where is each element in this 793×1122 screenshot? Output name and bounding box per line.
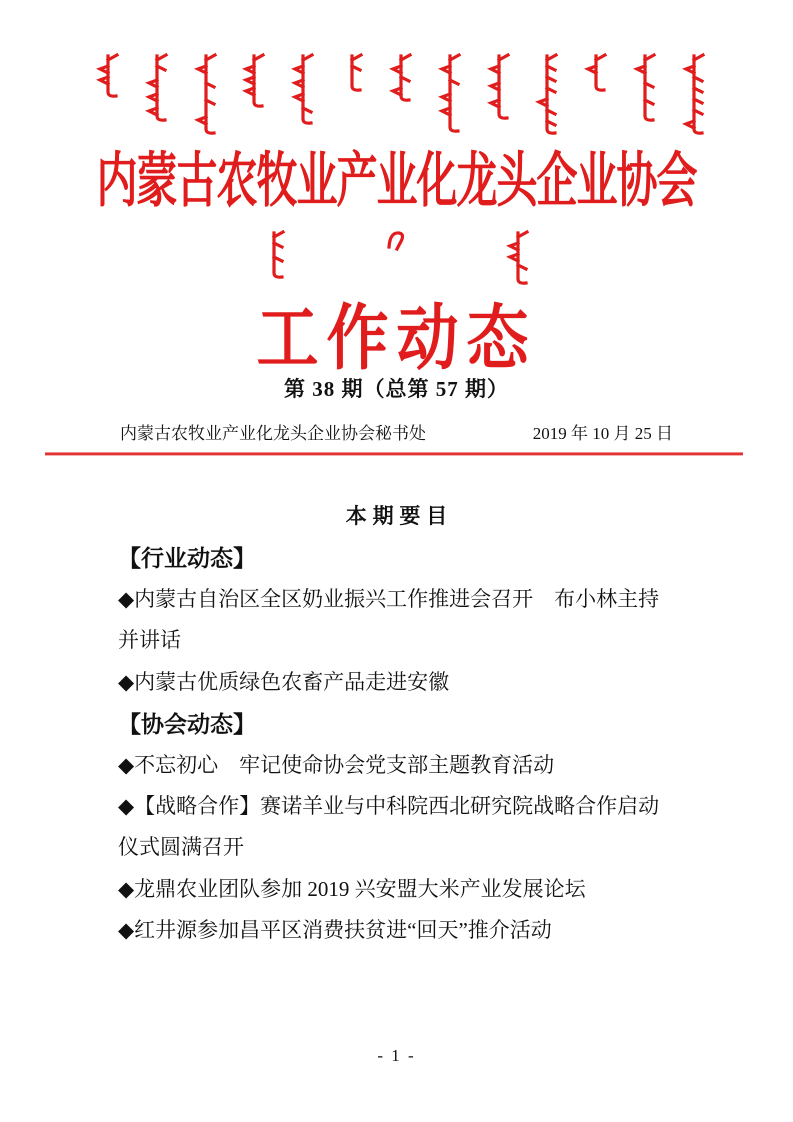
mongolian-word-icon [487,52,513,122]
masthead-divider-rule [45,452,743,456]
bulletin-title: 工作动态 [256,300,537,379]
mongolian-word-icon [291,52,317,127]
mongolian-word-icon [506,229,532,287]
toc-entry: ◆内蒙古优质绿色农畜产品走进安徽 [118,669,450,694]
mongolian-script-mid-row [0,229,793,287]
issue-number: 第 38 期（总第 57 期） [284,377,509,401]
page-number: - 1 - [377,1046,416,1065]
publisher-name: 内蒙古农牧业产业化龙头企业协会秘书处 [120,424,426,443]
mongolian-word-icon [389,52,415,104]
mongolian-word-icon [96,52,122,100]
toc-list [118,536,680,950]
toc-section-heading: 【协会动态】 [118,710,256,737]
mongolian-word-icon [633,52,659,124]
mongolian-script-top-row [96,52,708,137]
mongolian-word-icon [194,52,220,137]
toc-section-heading: 【行业动态】 [118,545,256,572]
toc-entry: ◆【战略合作】赛诺羊业与中科院西北研究院战略合作启动 [118,794,660,819]
toc-entry: ◆内蒙古自治区全区奶业振兴工作推进会召开 布小林主持 [118,587,660,612]
mongolian-word-icon [145,52,171,124]
toc-entry: ◆红井源参加昌平区消费扶贫进“回天”推介活动 [118,918,552,943]
toc-entry: ◆龙鼎农业团队参加 2019 兴安盟大米产业发展论坛 [118,876,586,901]
publisher-line [120,419,673,444]
mongolian-word-icon [242,52,268,110]
toc-title: 本 期 要 目 [345,505,448,528]
mongolian-word-icon [438,52,464,135]
mongolian-word-icon [682,52,708,137]
publish-date: 2019 年 10 月 25 日 [532,424,673,443]
mongolian-word-icon [262,229,288,281]
toc-entry-continuation: 仪式圆满召开 [118,835,244,860]
organization-title: 内蒙古农牧业产业化龙头企业协会 [96,147,697,215]
mongolian-word-icon [584,52,610,94]
toc-entry: ◆不忘初心 牢记使命协会党支部主题教育活动 [118,752,555,777]
mongolian-word-icon [340,52,366,94]
toc-entry-continuation: 并讲话 [118,628,181,653]
mongolian-word-icon [384,229,410,253]
mongolian-word-icon [535,52,561,137]
